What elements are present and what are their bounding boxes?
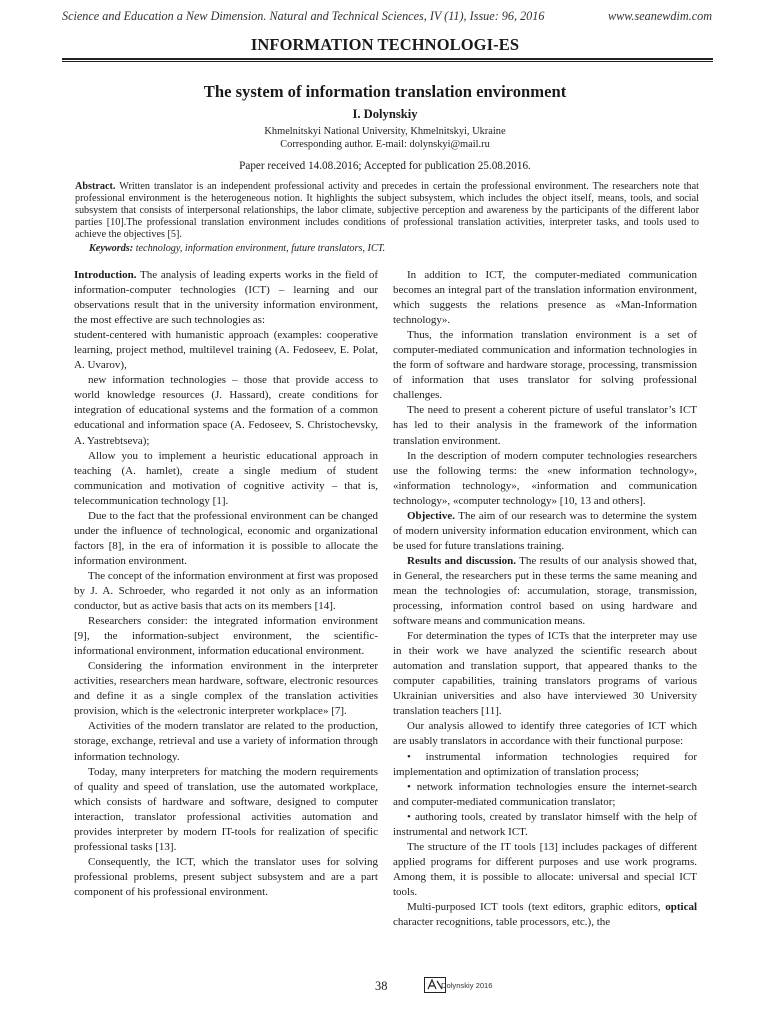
introduction-label: Introduction. bbox=[74, 269, 137, 281]
journal-name: Science and Education a New Dimension. Natural and Technical Sciences, IV (11), Issue: 96, 2016 bbox=[62, 9, 545, 23]
paragraph: Consequently, the ICT, which the translator uses for solving professional problems, present subject subsystem and are a part component of his professional environment. bbox=[74, 855, 378, 898]
abstract-text: Written translator is an independent professional activity and precedes in certain the professional environment. The researchers note that professional environment is the heterogeneous notion. It highlights the subject subsystem, which includes the object itself, means, tools, and social subsystem that consists of interpersonal relationships, the labor climate, subjective perception and awareness by the participants of the different labor parties [10].The professional translation environment includes conditions of professional translation activities, interpreter tasks, and tools used to achieve the objectives [5]. bbox=[75, 181, 699, 241]
paragraph bbox=[393, 900, 697, 930]
paragraph: The need to present a coherent picture of useful translator’s ICT has led to their analysis in the framework of the information translation environment. bbox=[393, 404, 697, 447]
body-column-left bbox=[74, 268, 378, 960]
paragraph: Researchers consider: the integrated information environment [9], the information-subject environment, the scientific-informational environment, information educational environment. bbox=[74, 615, 378, 658]
journal-website: www.seanewdim.com bbox=[607, 9, 712, 23]
running-header bbox=[62, 9, 712, 27]
paragraph: Activities of the modern translator are related to the production, storage, exchange, retrieval and use a variety of information through information technology. bbox=[74, 720, 378, 763]
bullet-item: • authoring tools, created by translator himself with the help of instrumental and network ICT. bbox=[393, 810, 697, 838]
paragraph: The structure of the IT tools [13] includes packages of different applied programs for different purposes and use work programs. Among them, it is possible to allocate: universal and special ICT tools. bbox=[393, 840, 697, 898]
paragraph: Today, many interpreters for matching the modern requirements of quality and speed of translation, use the automated workplace, which consists of hardware and software, designed to computer interaction, translator professional activities automation and provides interpreter by modern IT-tools for realization of specific professional tasks [13]. bbox=[74, 765, 378, 853]
paragraph: Considering the information environment in the interpreter activities, researchers mean hardware, software, electronic resources and define it as a single complex of the translation activities provision, which is the «electronic interpreter workplace» [7]. bbox=[74, 660, 378, 718]
introduction-text: The analysis of leading experts works in the field of information-computer technologies (ICT) – learning and our observations result that in the university information environment, the most effective are such technologies as: bbox=[74, 269, 378, 327]
paragraph: new information technologies – those that provide access to world knowledge resources (J. Hassard), create conditions for integration of educational systems and the formation of a common educational and information space (A. Fedoseev, S. Christochevsky, A. Yastrebtseva); bbox=[74, 374, 378, 447]
page-number: 38 bbox=[375, 979, 388, 993]
paper-received-dates: Paper received 14.08.2016; Accepted for publication 25.08.2016. bbox=[239, 160, 531, 172]
paragraph: Allow you to implement a heuristic educational approach in teaching (A. hamlet), create a single medium of student communication and motivation of cognitive activity – that is, telecommunication technology [1]. bbox=[74, 449, 378, 507]
paragraph: In the description of modern computer technologies researchers use the following terms: the «new information technology», «information technology», «information and communication technology», «computer technology» [10, 13 and others]. bbox=[393, 449, 697, 507]
footer-copyright: Dolynskiy 2016 bbox=[441, 981, 493, 990]
paragraph-objective bbox=[393, 509, 697, 554]
objective-label: Objective. bbox=[407, 509, 455, 522]
corresponding-author: Corresponding author. E-mail: dolynskyi@mail.ru bbox=[280, 139, 490, 150]
section-title: INFORMATION TECHNOLOGI-ES bbox=[250, 35, 520, 54]
bullet-item: • network information technologies ensure the internet-search and computer-mediated communication translator; bbox=[393, 780, 697, 808]
paragraph: Due to the fact that the professional environment can be changed under the influence of technological, economic and organizational factors [8], in the era of information it is possible to allocate the information environment. bbox=[74, 509, 378, 567]
abstract-label: Abstract. bbox=[75, 181, 116, 192]
optical-term: optical bbox=[665, 900, 697, 913]
paragraph-introduction bbox=[74, 268, 378, 328]
keywords bbox=[89, 243, 699, 254]
section-rule-thick bbox=[62, 58, 713, 60]
paragraph: Thus, the information translation environment is a set of computer-mediated communication and information technologies in the form of software and hardware storage, processing, transmission of information that uses translator for solving professional challenges. bbox=[393, 329, 697, 402]
paragraph: In addition to ICT, the computer-mediated communication becomes an integral part of the translation information environment, which suggests the relations presence as «Man-Information technology». bbox=[393, 269, 697, 327]
bullet-item: • instrumental information technologies required for implementation and optimization of translation process; bbox=[393, 750, 697, 778]
paragraph-text: Multi-purposed ICT tools (text editors, graphic editors, bbox=[407, 900, 661, 913]
objective-text: The aim of our research was to determine the system of modern university information education environment, which can be used for future translations training. bbox=[393, 509, 697, 552]
paragraph-results bbox=[393, 554, 697, 629]
paragraph-text: character recognitions, table processors, etc.), the bbox=[393, 916, 611, 929]
body-column-right bbox=[393, 268, 697, 960]
paper-author: I. Dolynskiy bbox=[352, 107, 418, 121]
paragraph: For determination the types of ICTs that the interpreter may use in their work we have analyzed the scientific research about automation and translation support, that appeared thanks to the computer capabilities, training translators programs of various Ukrainian universities and also have interviewed 30 University translation teachers [11]. bbox=[393, 630, 697, 718]
abstract bbox=[75, 181, 699, 241]
paragraph: The concept of the information environment at first was proposed by J. A. Schroeder, who regarded it not only as an information conductor, but as active basis that acts on its members [14]. bbox=[74, 569, 378, 613]
paragraph: Our analysis allowed to identify three categories of ICT which are usably translators in accordance with their functional purpose: bbox=[393, 720, 697, 748]
keywords-label: Keywords: bbox=[89, 243, 134, 254]
paper-title: The system of information translation environment bbox=[203, 82, 567, 101]
results-label: Results and discussion. bbox=[407, 554, 517, 567]
results-text: The results of our analysis showed that, in General, the researchers put in these terms the same meaning and mean the technologies of: accumulation, storage, transmission, processing, information control based on using hardware and software means and communication means. bbox=[393, 554, 697, 628]
author-affiliation: Khmelnitskyi National University, Khmelnitskyi, Ukraine bbox=[264, 126, 506, 137]
section-rule-thin bbox=[62, 61, 713, 62]
keywords-text: technology, information environment, future translators, ICT. bbox=[135, 243, 386, 254]
paragraph: student-centered with humanistic approach (examples: cooperative learning, project method, multilevel training (A. Fedoseev, E. Polat, A. Uvarov), bbox=[74, 329, 378, 372]
